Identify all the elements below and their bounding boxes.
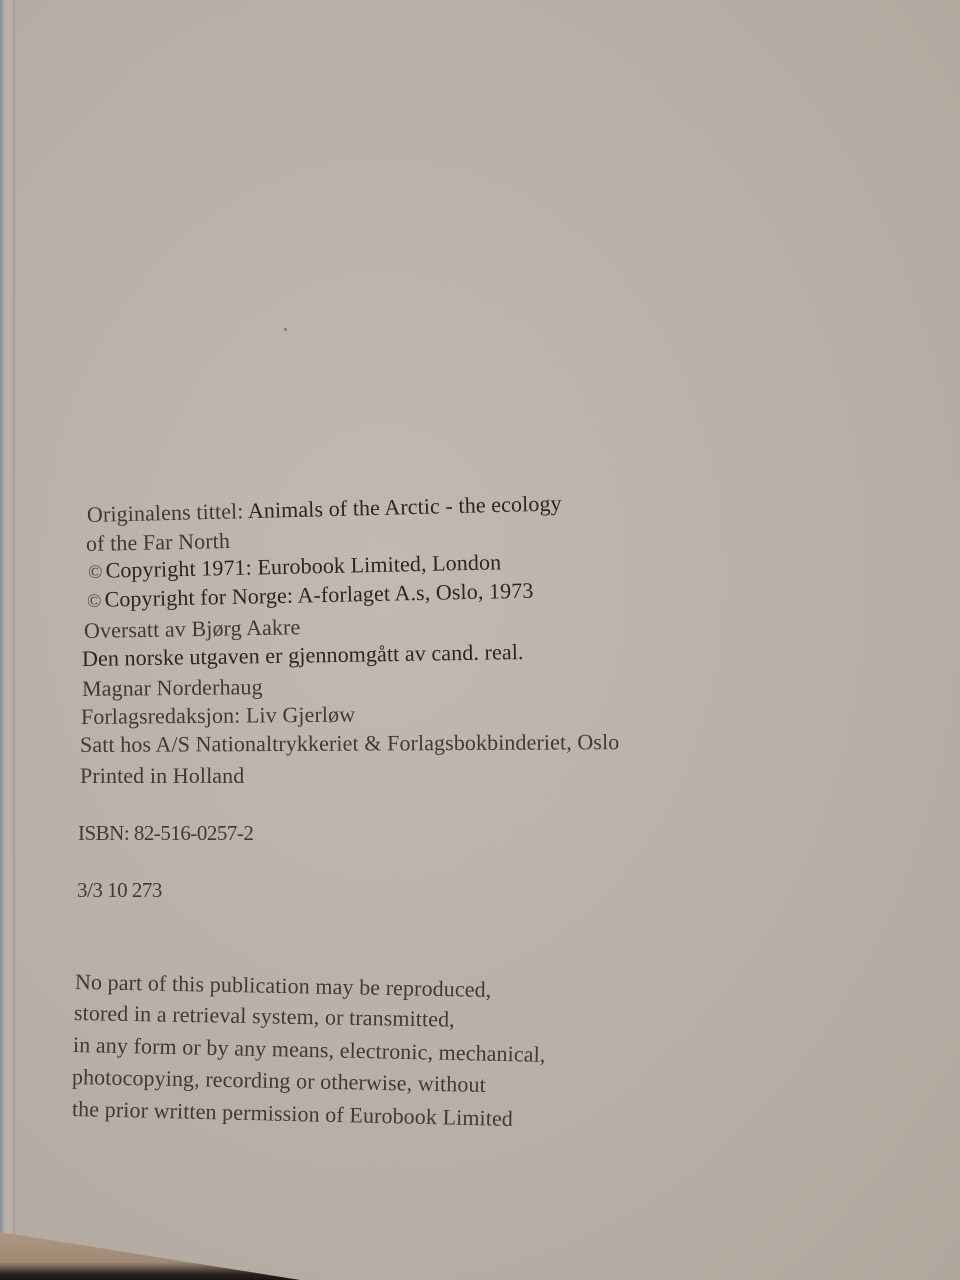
typeset-line: Satt hos A/S Nationaltrykkeriet & Forlagsbokbinderiet, Oslo: [79, 729, 620, 757]
isbn-line: ISBN: 82-516-0257-2: [78, 821, 254, 845]
catalog-code-line: 3/3 10 273: [77, 878, 162, 902]
rights-notice-line-4: photocopying, recording or otherwise, without: [71, 1064, 487, 1097]
rights-notice-line-5: the prior written permission of Eurobook Limited: [71, 1096, 514, 1132]
reviewed-by-line: Den norske utgaven er gjennomgått av cand. real.: [81, 639, 524, 671]
editorial-line: Forlagsredaksjon: Liv Gjerløw: [80, 701, 356, 729]
page-fold-line: [13, 0, 15, 1240]
copyright-icon: ©: [86, 590, 102, 612]
copyright-icon: ©: [87, 561, 103, 583]
rights-notice-line-1: No part of this publication may be reproduced,: [74, 969, 492, 1002]
copyright-1-text: Copyright 1971: Eurobook Limited, London: [105, 549, 502, 583]
paper-speck: [284, 328, 287, 331]
rights-notice-line-2: stored in a retrieval system, or transmitted,: [73, 1000, 456, 1032]
original-title-label: Originalens tittel:: [86, 498, 244, 527]
original-title-cont: of the Far North: [85, 527, 231, 556]
printed-line: Printed in Holland: [80, 763, 245, 788]
original-title-value: Animals of the Arctic - the ecology: [247, 490, 562, 524]
copyright-2-text: Copyright for Norge: A-forlaget A.s, Oslo, 1973: [104, 577, 534, 612]
reviewer-name-line: Magnar Norderhaug: [81, 674, 263, 701]
page-edge: [0, 0, 14, 1280]
translator-line: Oversatt av Bjørg Aakre: [83, 614, 301, 643]
rights-notice-line-3: in any form or by any means, electronic, mechanical,: [72, 1032, 546, 1067]
